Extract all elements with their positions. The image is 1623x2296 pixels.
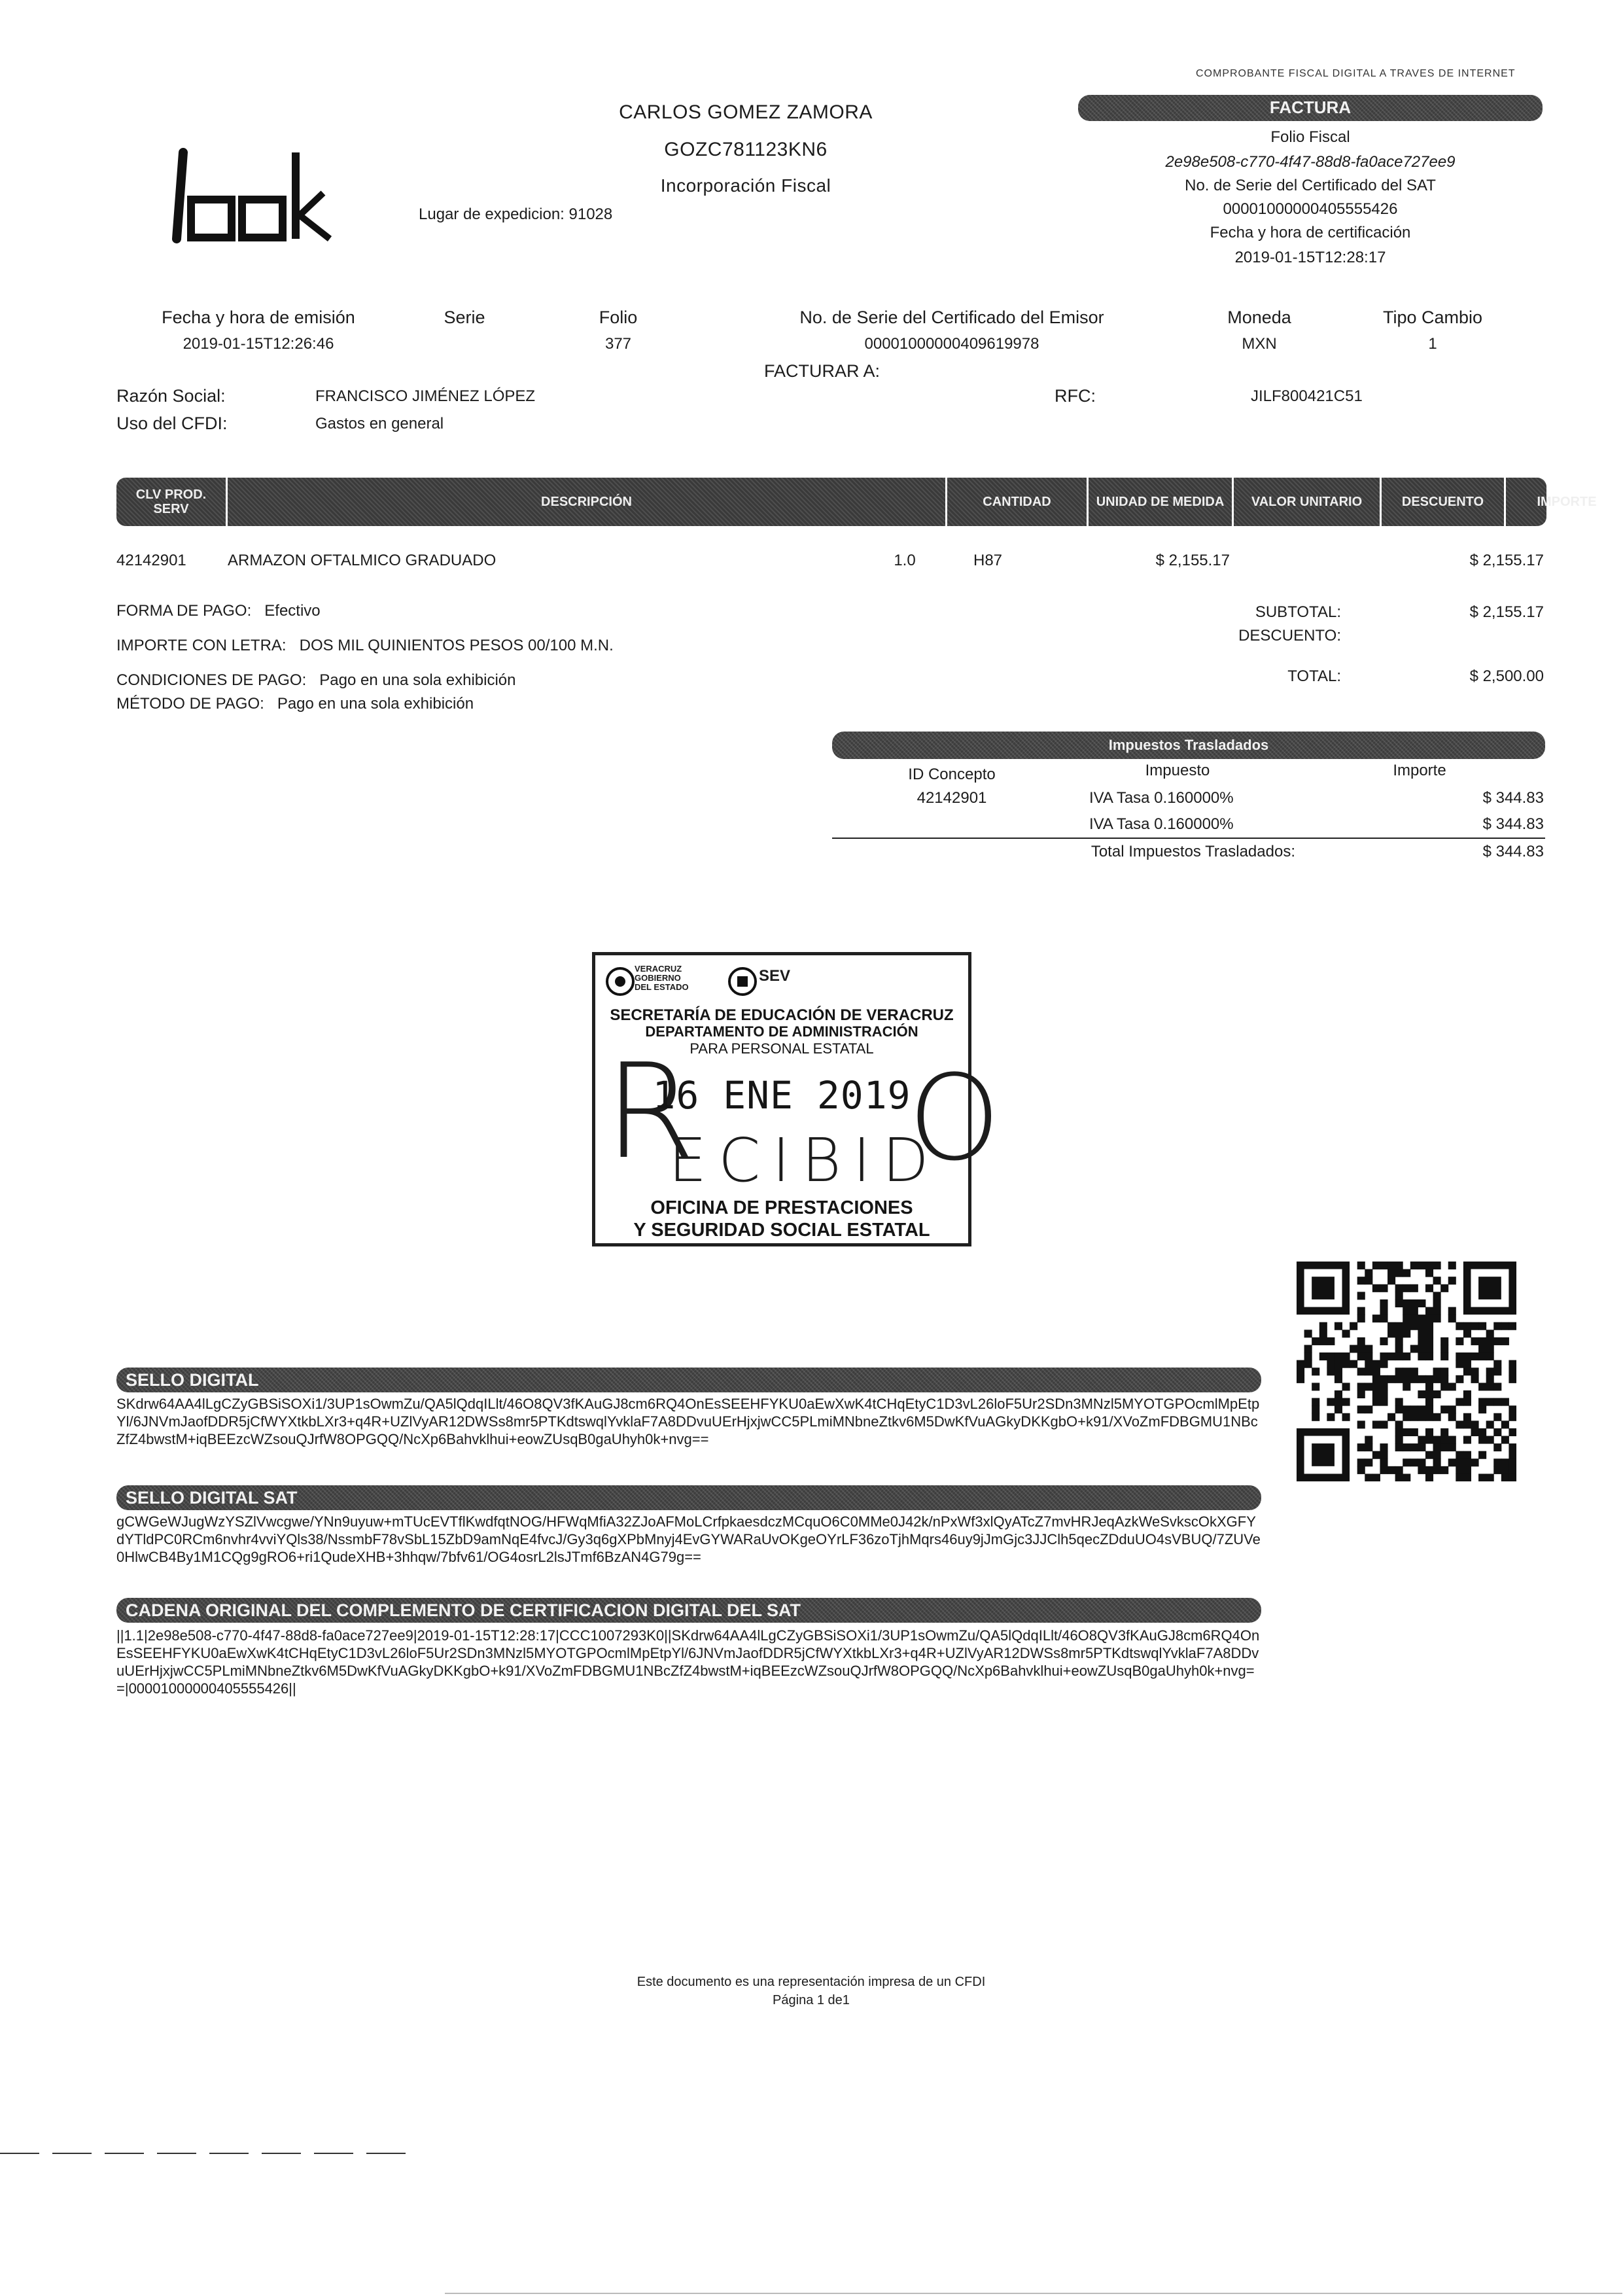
issuer-name: CARLOS GOMEZ ZAMORA [619, 101, 873, 123]
sello-sat-title: SELLO DIGITAL SAT [126, 1488, 298, 1508]
th-unidad: UNIDAD DE MEDIDA [1089, 478, 1234, 526]
tax-col-concepto: ID Concepto [908, 766, 996, 783]
cadena-title: CADENA ORIGINAL DEL COMPLEMENTO DE CERTIFICACION DIGITAL DEL SAT [126, 1600, 801, 1620]
stamp-line4: OFICINA DE PRESTACIONES [650, 1197, 913, 1218]
footer-line2: Página 1 de1 [773, 1993, 850, 2007]
tax-row-impuesto: IVA Tasa 0.160000% [1089, 815, 1234, 833]
tax-total-label: Total Impuestos Trasladados: [1091, 843, 1295, 860]
total-value: $ 2,500.00 [1469, 667, 1544, 685]
sello-sat-text: gCWGeWJugWzYSZlVwcgwe/YNn9uyuw+mTUcEVTflKwdfqtNOG/HFWqMfiA32ZJoAFMoLCrfpkaesdczMCquO6C0MMe0J42k/nPxWf3xlQyATcZ7mvHRJeqAzkWeSvkscOkXGFYdYTldPC0RCm6nvhr4vviYQls38/NssmbF78vSbL15ZbD9amNqE4fvcJ/Gy3q6gXPbMnyj4EvGYWARaUvOKgeOYrLF36zoTjhMqrs46uy9jJmGjc3JJClh5qecZDduUO4sVBUQ/7ZUVe0HlwCB4By1M1CQg9gRO6+ri1QudeXHB+3hhqw/7bfv61/OG4osrL2lsJTmf6BzAN4G79g== [116, 1513, 1261, 1565]
stamp-line3: PARA PERSONAL ESTATAL [689, 1040, 874, 1057]
sello-digital-text: SKdrw64AA4lLgCZyGBSiSOXi1/3UP1sOwmZu/QA5lQdqILlt/46O8QV3fKAuGJ8cm6RQ4OnEsSEEHFYKU0aEwXwK4tCHqEtyC1D3vL26loF5Ur2SDn3MNzl5MYOTGPOcmlMpEtpYl/6JNVmJaofDDR5jCfWYXtkbLXr3+q4R+UZlVyAR12DWSs8mr5PTKdtswqlYvklaF7A8DDvuUErHjxjwCC5PLmiMNbneZtkv6M5DwKfVuAGkyDKKgbO+k91/XVoZmFDBGMU1NBcZfZ4bwstM+iqBEEzcWZsouQJrfW8OPGQQ/NcXp6Bahvklhui+eowZUsqB0gaUhyh0k+nvg== [116, 1396, 1260, 1447]
cert-emisor-value: 00001000000409619978 [864, 335, 1039, 353]
tax-row-concepto: 42142901 [916, 789, 987, 807]
subtotal-label: SUBTOTAL: [1255, 603, 1341, 621]
th-descuento: DESCUENTO [1382, 478, 1506, 526]
th-cantidad: CANTIDAD [947, 478, 1089, 526]
issuer-regime: Incorporación Fiscal [660, 175, 831, 196]
fecha-value: 2019-01-15T12:26:46 [183, 335, 334, 353]
sello-sat-bar [116, 1485, 1261, 1510]
rfc-value: JILF800421C51 [1251, 387, 1363, 405]
condiciones-pago: CONDICIONES DE PAGO: Pago en una sola exhibición [116, 671, 516, 689]
cert-date-value: 2019-01-15T12:28:17 [1234, 249, 1386, 266]
cert-date-label: Fecha y hora de certificación [1210, 224, 1411, 241]
row-valor: $ 2,155.17 [1155, 552, 1230, 569]
folio-value: 377 [604, 335, 632, 353]
sev-seal-icon [726, 962, 759, 1001]
place-label: Lugar de expedicion: 91028 [419, 205, 613, 223]
tax-total-value: $ 344.83 [1482, 843, 1544, 860]
factura-bar [1078, 95, 1543, 121]
forma-pago: FORMA DE PAGO: Efectivo [116, 602, 321, 620]
cert-sat-value: 00001000000405555426 [1223, 200, 1398, 218]
tax-row-importe: $ 344.83 [1482, 789, 1544, 807]
cadena-bar [116, 1598, 1261, 1623]
issuer-rfc: GOZC781123KN6 [664, 139, 828, 160]
tax-col-impuesto: Impuesto [1145, 762, 1210, 779]
fecha-label: Fecha y hora de emisión [162, 308, 355, 327]
sello-digital-title: SELLO DIGITAL [126, 1370, 259, 1390]
scan-artifact-bottom [445, 2293, 1622, 2294]
cert-sat-label: No. de Serie del Certificado del SAT [1185, 177, 1436, 194]
concepts-table-header [116, 478, 1597, 526]
row-clave: 42142901 [116, 552, 186, 569]
top-banner: COMPROBANTE FISCAL DIGITAL A TRAVES DE INTERNET [1196, 68, 1516, 79]
importe-letra: IMPORTE CON LETRA: DOS MIL QUINIENTOS PESOS 00/100 M.N. [116, 637, 614, 654]
rfc-label: RFC: [1055, 386, 1096, 406]
descuento-label: DESCUENTO: [1238, 627, 1341, 645]
cadena-text: ||1.1|2e98e508-c770-4f47-88d8-fa0ace727ee9|2019-01-15T12:28:17|CCC1007293K0||SKdrw64AA4lLgCZyGBSiSOXi1/3UP1sOwmZu/QA5lQdqILlt/46O8QV3fKAuGJ8cm6RQ4OnEsSEEHFYKU0aEwXwK4tCHqEtyC1D3vL26loF5Ur2SDn3MNzl5MYOTGPOcmlMpEtpYl/6JNVmJaofDDR5jCfWYXtkbLXr3+q4R+UZlVyAR12DWSs8mr5PTKdtswqlYvklaF7A8DDvuUErHjxjwCC5PLmiMNbneZtkv6M5DwKfVuAGkyDKKgbO+k91/XVoZmFDBGMU1NBcZfZ4bwstM+iqBEEzcWZsouQJrfW8OPGQQ/NcXp6Bahvklhui+eowZUsqB0gaUhyh0k+nvg==|00001000000405555426|| [116, 1627, 1260, 1697]
stamp-date: 16 ENE 2019 [652, 1073, 911, 1118]
sev-logo-text: SEV [759, 967, 791, 985]
th-importe: IMPORTE [1537, 495, 1597, 509]
look-logo [171, 147, 368, 245]
qr-code [1297, 1262, 1516, 1481]
total-label: TOTAL: [1287, 667, 1341, 685]
moneda-value: MXN [1242, 335, 1277, 353]
folio-fiscal-value: 2e98e508-c770-4f47-88d8-fa0ace727ee9 [1165, 153, 1456, 171]
cert-emisor-label: No. de Serie del Certificado del Emisor [799, 308, 1104, 327]
th-descripcion: DESCRIPCIÓN [228, 478, 947, 526]
row-descripcion: ARMAZON OFTALMICO GRADUADO [228, 552, 497, 569]
stamp-letter-r: R [604, 1036, 695, 1188]
serie-label: Serie [444, 308, 485, 327]
tipo-cambio-value: 1 [1428, 335, 1437, 353]
stamp-letter-o: O [908, 1050, 1001, 1187]
razon-value: FRANCISCO JIMÉNEZ LÓPEZ [315, 387, 536, 405]
tax-row-impuesto: IVA Tasa 0.160000% [1089, 789, 1234, 807]
facturar-a: FACTURAR A: [764, 361, 881, 381]
footer-line1: Este documento es una representación impresa de un CFDI [637, 1975, 986, 1989]
stamp-line2: DEPARTAMENTO DE ADMINISTRACIÓN [645, 1023, 918, 1040]
row-unidad: H87 [973, 552, 1003, 569]
sello-digital-bar [116, 1368, 1261, 1392]
th-valor: VALOR UNITARIO [1234, 478, 1382, 526]
tax-col-importe: Importe [1393, 762, 1446, 779]
taxes-title: Impuestos Trasladados [1108, 737, 1269, 753]
tax-divider [832, 838, 1545, 839]
uso-value: Gastos en general [315, 415, 444, 433]
row-cantidad: 1.0 [894, 552, 916, 569]
row-importe: $ 2,155.17 [1469, 552, 1544, 569]
moneda-label: Moneda [1227, 308, 1291, 327]
stamp-word: ECIBID [669, 1125, 941, 1195]
razon-label: Razón Social: [116, 386, 226, 406]
metodo-pago: MÉTODO DE PAGO: Pago en una sola exhibición [116, 695, 474, 713]
folio-fiscal-label: Folio Fiscal [1270, 128, 1350, 146]
veracruz-logo-text: VERACRUZ GOBIERNO DEL ESTADO [635, 964, 689, 992]
th-clave: CLV PROD. SERV [116, 478, 228, 526]
taxes-bar [832, 732, 1545, 759]
folio-label: Folio [599, 308, 638, 327]
stamp-line1: SECRETARÍA DE EDUCACIÓN DE VERACRUZ [610, 1006, 954, 1024]
scan-artifact-line [0, 2153, 419, 2154]
tax-row-importe: $ 344.83 [1482, 815, 1544, 833]
recibido-stamp [592, 952, 1001, 1246]
stamp-line5: Y SEGURIDAD SOCIAL ESTATAL [633, 1220, 930, 1241]
subtotal-value: $ 2,155.17 [1469, 603, 1544, 621]
factura-title: FACTURA [1269, 97, 1352, 117]
uso-label: Uso del CFDI: [116, 414, 228, 433]
tipo-cambio-label: Tipo Cambio [1382, 308, 1483, 327]
